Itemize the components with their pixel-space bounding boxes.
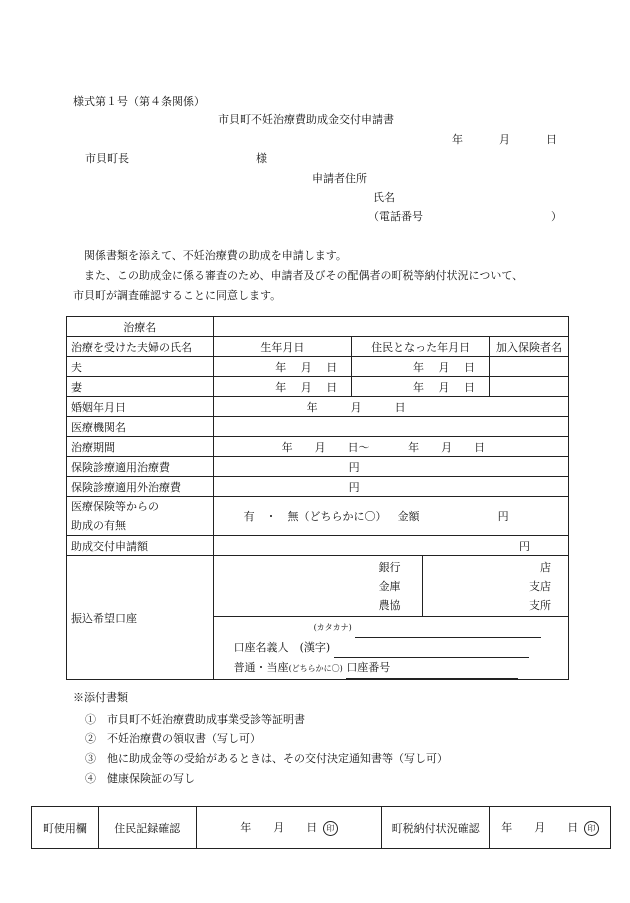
- period-field[interactable]: 年 月 日～ 年 月 日: [213, 437, 568, 457]
- account-holder-cell[interactable]: [213, 617, 568, 680]
- date-month: 月: [499, 133, 510, 146]
- birth-date-header: 生年月日: [213, 337, 352, 357]
- period-label: 治療期間: [67, 437, 214, 457]
- bank-name-cell[interactable]: [213, 556, 568, 617]
- honorific: 様: [256, 152, 267, 165]
- application-table: [66, 316, 569, 680]
- other-aid-field[interactable]: 有 ・ 無（どちらかに〇） 金額 円: [213, 497, 568, 536]
- account-number-field[interactable]: 口座番号: [346, 658, 518, 679]
- office-label: 支所: [529, 599, 551, 612]
- treatment-name-label: 治療名: [67, 317, 214, 337]
- katakana-label: (カタカナ): [313, 623, 352, 632]
- couple-names-label: 治療を受けた夫婦の氏名: [67, 337, 214, 357]
- other-aid-label: 医療保険等からの 助成の有無: [67, 497, 214, 536]
- phone-label: （電話番号: [368, 210, 423, 223]
- request-amount-field[interactable]: 円: [213, 536, 568, 556]
- shinkin-label: 金庫: [378, 580, 401, 593]
- wife-birth-date[interactable]: 年 月 日: [213, 377, 352, 397]
- branch-label: 支店: [529, 580, 551, 593]
- insured-cost-field[interactable]: 円: [213, 457, 568, 477]
- attachment-item-1: ① 市貝町不妊治療費助成事業受診等証明書: [85, 713, 305, 726]
- holder-label: 口座名義人: [233, 641, 289, 654]
- insurance-header: 加入保険者名: [489, 337, 568, 357]
- marriage-date-field[interactable]: 年 月 日: [213, 397, 568, 417]
- phone-close: ）: [551, 210, 562, 223]
- wife-label: 妻: [67, 377, 214, 397]
- date-year: 年: [452, 133, 463, 146]
- request-amount-label: 助成交付申請額: [67, 536, 214, 556]
- kanji-label: (漢字): [299, 641, 331, 654]
- applicant-name-label: 氏名: [373, 191, 395, 204]
- office-use-label: 町使用欄: [32, 807, 99, 849]
- husband-residence-date[interactable]: 年 月 日: [352, 357, 490, 377]
- applicant-address-label: 申請者住所: [312, 172, 367, 185]
- store-label: 店: [540, 561, 551, 574]
- form-number: 様式第１号（第４条関係）: [73, 95, 205, 108]
- wife-insurance-field[interactable]: [489, 377, 568, 397]
- uninsured-cost-label: 保険診療適用外治療費: [67, 477, 214, 497]
- form-title: 市貝町不妊治療費助成金交付申請書: [218, 113, 394, 126]
- attachment-item-4: ④ 健康保険証の写し: [85, 772, 195, 785]
- residence-date-header: 住民となった年月日: [352, 337, 490, 357]
- account-type-label: 普通・当座: [233, 661, 289, 674]
- attachments-heading: ※添付書類: [73, 691, 128, 704]
- uninsured-cost-field[interactable]: 円: [213, 477, 568, 497]
- insured-cost-label: 保険診療適用治療費: [67, 457, 214, 477]
- attachment-item-2: ② 不妊治療費の領収書（写し可）: [85, 732, 261, 745]
- marriage-date-label: 婚姻年月日: [67, 397, 214, 417]
- seal-icon: 印: [584, 821, 599, 836]
- treatment-name-field[interactable]: [213, 317, 568, 337]
- clinic-label: 医療機関名: [67, 417, 214, 437]
- resident-check-label: 住民記録確認: [98, 807, 196, 849]
- addressee: 市貝町長: [85, 152, 129, 165]
- tax-check-date[interactable]: 年 月 日 印: [490, 807, 611, 849]
- attachment-item-3: ③ 他に助成金等の受給があるときは、その交付決定通知書等（写し可）: [85, 752, 448, 765]
- husband-label: 夫: [67, 357, 214, 377]
- date-day: 日: [546, 133, 557, 146]
- clinic-field[interactable]: [213, 417, 568, 437]
- resident-check-date[interactable]: 年 月 日 印: [196, 807, 381, 849]
- noukyo-label: 農協: [378, 599, 401, 612]
- seal-icon: 印: [323, 821, 338, 836]
- choose-one-label: (どちらかに〇): [288, 664, 343, 673]
- office-use-table: [31, 806, 611, 849]
- husband-birth-date[interactable]: 年 月 日: [213, 357, 352, 377]
- bank-label: 銀行: [378, 561, 401, 574]
- body-line-2: また、この助成金に係る審査のため、申請者及びその配偶者の町税等納付状況について、: [84, 269, 524, 282]
- tax-check-label: 町税納付状況確認: [382, 807, 490, 849]
- body-line-1: 関係書類を添えて、不妊治療費の助成を申請します。: [84, 249, 347, 262]
- wife-residence-date[interactable]: 年 月 日: [352, 377, 490, 397]
- husband-insurance-field[interactable]: [489, 357, 568, 377]
- bank-account-label: 振込希望口座: [67, 556, 214, 680]
- body-line-3: 市貝町が調査確認することに同意します。: [73, 289, 282, 302]
